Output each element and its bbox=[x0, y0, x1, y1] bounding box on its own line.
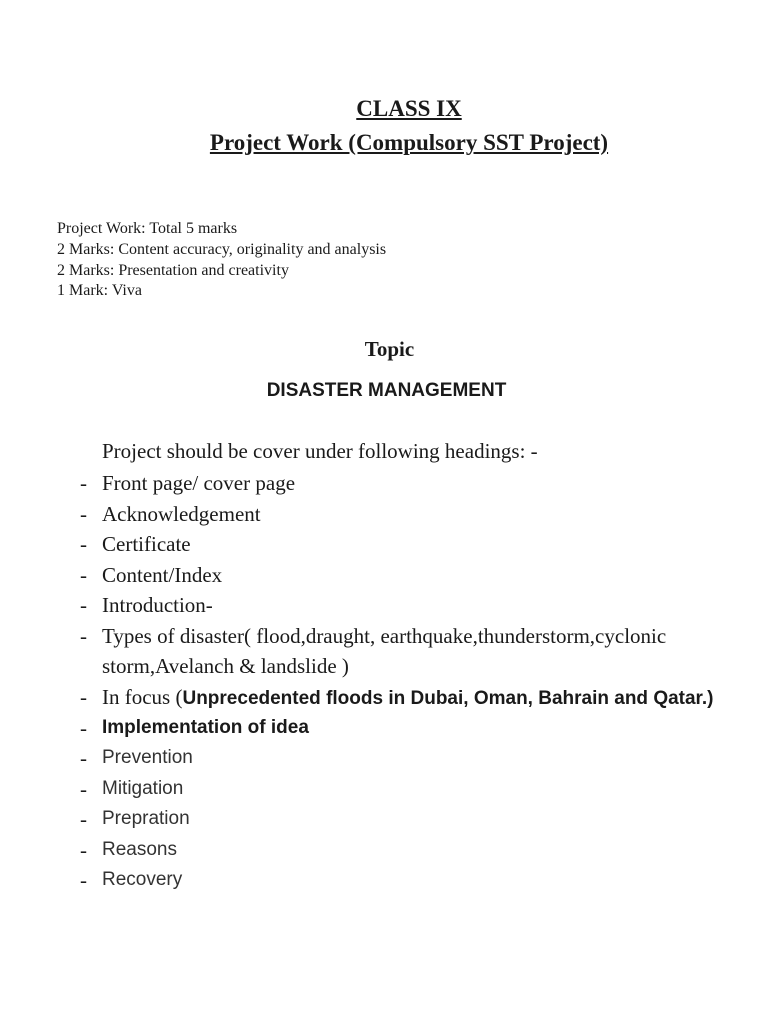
list-item-mitigation bbox=[0, 774, 768, 805]
list-dash: - bbox=[80, 868, 87, 892]
list-item-recovery bbox=[0, 865, 768, 896]
list-item-reasons bbox=[0, 835, 768, 866]
heading-text: Recovery bbox=[102, 869, 183, 890]
heading-text: Reasons bbox=[102, 838, 177, 860]
list-dash: - bbox=[80, 501, 87, 526]
list-item-in-focus bbox=[0, 682, 768, 713]
list-dash: - bbox=[80, 532, 87, 556]
marks-line-content: 2 Marks: Content accuracy, originality and analysis bbox=[57, 240, 387, 258]
marks-line-presentation: 2 Marks: Presentation and creativity bbox=[57, 261, 289, 279]
marks-line-viva: 1 Mark: Viva bbox=[57, 282, 142, 300]
list-item-prevention bbox=[0, 743, 768, 774]
headings-intro: Project should be cover under following headings: - bbox=[102, 439, 538, 463]
in-focus-prefix: In focus ( bbox=[102, 684, 183, 709]
list-dash: - bbox=[80, 837, 87, 862]
title-block bbox=[0, 94, 768, 157]
list-item-prepration bbox=[0, 804, 768, 835]
headings-list bbox=[0, 468, 768, 896]
list-dash: - bbox=[80, 807, 87, 831]
list-item-certificate bbox=[0, 529, 768, 560]
heading-text: Types of disaster( flood,draught, earthquake,thunderstorm,cyclonic storm,Avelanch & landslide ) bbox=[102, 623, 667, 678]
heading-text: Implementation of idea bbox=[102, 716, 309, 738]
project-title: Project Work (Compulsory SST Project) bbox=[209, 130, 609, 155]
list-dash: - bbox=[80, 623, 87, 648]
topic-name: DISASTER MANAGEMENT bbox=[266, 380, 507, 401]
list-item-content-index bbox=[0, 560, 768, 591]
list-dash: - bbox=[80, 746, 87, 770]
heading-text: Prevention bbox=[102, 747, 193, 768]
heading-text: Acknowledgement bbox=[102, 501, 261, 526]
list-item-acknowledgement bbox=[0, 499, 768, 530]
list-dash: - bbox=[80, 684, 87, 709]
heading-text: Mitigation bbox=[102, 777, 184, 799]
marks-breakdown bbox=[57, 219, 386, 302]
list-dash: - bbox=[80, 776, 87, 801]
marks-line-total: Project Work: Total 5 marks bbox=[57, 220, 238, 237]
list-dash: - bbox=[80, 562, 87, 587]
in-focus-topic: Unprecedented floods in Dubai, Oman, Bahrain and Qatar.) bbox=[182, 687, 714, 709]
heading-text: Front page/ cover page bbox=[102, 471, 296, 495]
list-item-introduction bbox=[0, 590, 768, 621]
list-dash: - bbox=[80, 593, 87, 617]
list-item-front-page bbox=[0, 468, 768, 499]
class-title: CLASS IX bbox=[356, 96, 462, 121]
list-dash: - bbox=[80, 715, 87, 740]
heading-text bbox=[102, 682, 722, 713]
heading-text: Prepration bbox=[102, 808, 190, 829]
heading-text: Introduction- bbox=[102, 593, 213, 617]
list-dash: - bbox=[80, 471, 87, 495]
heading-text: Content/Index bbox=[102, 562, 223, 587]
heading-text: Certificate bbox=[102, 532, 191, 556]
list-item-implementation bbox=[0, 713, 768, 744]
topic-label: Topic bbox=[364, 337, 415, 361]
list-item-types-of-disaster bbox=[0, 621, 768, 682]
